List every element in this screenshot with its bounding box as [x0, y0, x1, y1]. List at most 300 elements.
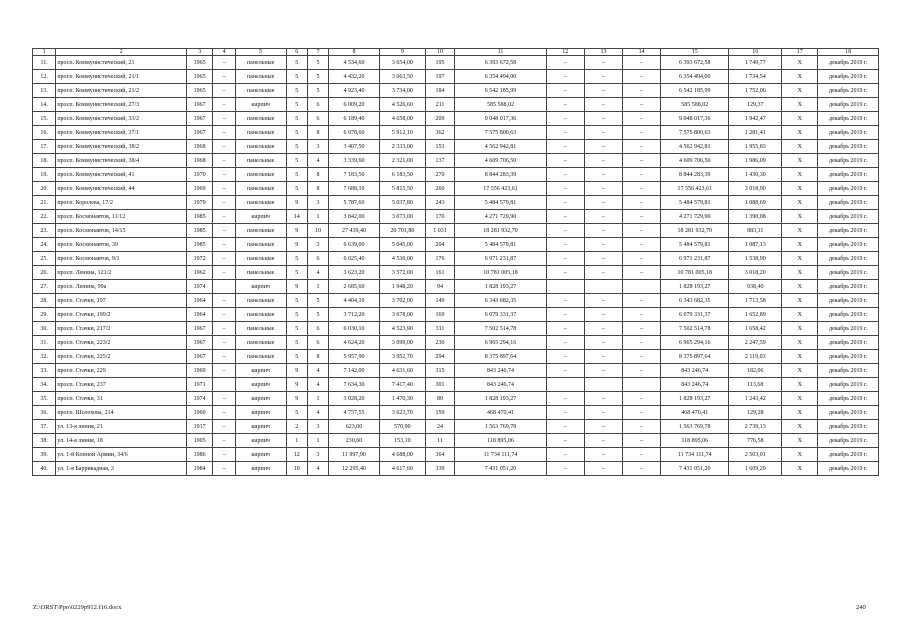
table-cell: декабрь 2019 г. — [818, 336, 879, 350]
table-cell: – — [546, 196, 584, 210]
table-cell: – — [546, 210, 584, 224]
data-table-container — [32, 48, 879, 476]
table-cell: панельные — [235, 182, 286, 196]
header-cell: 8 — [329, 49, 380, 56]
table-cell: 4 624,20 — [329, 336, 380, 350]
table-cell: – — [213, 56, 235, 70]
table-cell: – — [213, 322, 235, 336]
table-cell: – — [584, 336, 622, 350]
table-cell: 29. — [33, 308, 56, 322]
table-cell: – — [546, 350, 584, 364]
address-cell: просп. Космонавтов, 14/15 — [56, 224, 187, 238]
table-cell: 1 470,30 — [380, 392, 426, 406]
table-row — [33, 364, 879, 378]
table-cell: 1 — [307, 210, 328, 224]
table-cell: Х — [782, 308, 818, 322]
table-cell: 843 246,74 — [661, 364, 729, 378]
table-cell: 4 923,40 — [329, 84, 380, 98]
table-cell: 1967 — [186, 322, 213, 336]
table-cell: 4 — [307, 406, 328, 420]
table-row — [33, 140, 879, 154]
table-cell — [213, 378, 235, 392]
header-cell: 15 — [661, 49, 729, 56]
table-cell: 585 588,02 — [661, 98, 729, 112]
table-cell: – — [213, 252, 235, 266]
table-row — [33, 210, 879, 224]
table-cell: 5 — [307, 56, 328, 70]
table-cell: 10 781 005,18 — [455, 266, 546, 280]
table-cell: кирпич — [235, 98, 286, 112]
table-cell: 170 — [425, 210, 455, 224]
table-row — [33, 434, 879, 448]
table-cell: 6 639,00 — [329, 238, 380, 252]
table-cell: 1965 — [186, 70, 213, 84]
table-cell: 137 — [425, 154, 455, 168]
table-cell: 1968 — [186, 154, 213, 168]
header-cell: 14 — [623, 49, 661, 56]
table-row — [33, 224, 879, 238]
table-cell: 1 749,77 — [729, 56, 782, 70]
table-cell: 1979 — [186, 196, 213, 210]
table-cell: 1 713,58 — [729, 294, 782, 308]
table-cell: – — [213, 406, 235, 420]
address-cell: просп. Коммунистический, 21 — [56, 56, 187, 70]
table-cell: – — [546, 252, 584, 266]
table-cell: 4 526,60 — [380, 98, 426, 112]
table-cell: 3 663,50 — [380, 70, 426, 84]
table-cell: 1 087,13 — [729, 238, 782, 252]
table-cell: 2 685,60 — [329, 280, 380, 294]
table-cell: 5 — [286, 350, 307, 364]
table-cell: 1 986,09 — [729, 154, 782, 168]
table-cell: 6 — [307, 98, 328, 112]
table-cell: 1969 — [186, 182, 213, 196]
table-cell: 776,58 — [729, 434, 782, 448]
table-cell: Х — [782, 154, 818, 168]
table-cell: 4 617,60 — [380, 462, 426, 476]
table-cell: – — [584, 210, 622, 224]
table-cell: 4 658,00 — [380, 112, 426, 126]
table-cell: 7 688,10 — [329, 182, 380, 196]
table-cell: 12 — [286, 448, 307, 462]
table-cell: – — [213, 238, 235, 252]
table-cell: 153 — [425, 140, 455, 154]
table-cell: – — [546, 140, 584, 154]
table-cell: 3 018,20 — [729, 266, 782, 280]
table-cell: 5 — [286, 322, 307, 336]
address-cell: просп. Стачки, 31 — [56, 392, 187, 406]
table-cell: 1 281,41 — [729, 126, 782, 140]
table-cell: панельные — [235, 252, 286, 266]
table-cell: 1 609,29 — [729, 462, 782, 476]
table-cell: 9 — [286, 224, 307, 238]
file-path: Z:\ORST\Ppo\0229p912.f16.docx — [33, 604, 122, 611]
table-cell: Х — [782, 364, 818, 378]
table-cell: – — [623, 266, 661, 280]
table-cell: панельные — [235, 56, 286, 70]
table-cell: 1 — [307, 434, 328, 448]
table-cell: панельные — [235, 140, 286, 154]
table-cell: 623,00 — [329, 420, 380, 434]
table-cell: декабрь 2019 г. — [818, 406, 879, 420]
table-cell: 5 787,60 — [329, 196, 380, 210]
address-cell: просп. Коммунистический, 38/2 — [56, 140, 187, 154]
table-cell — [623, 280, 661, 294]
table-cell: 3 572,00 — [380, 266, 426, 280]
table-cell: 1969 — [186, 364, 213, 378]
table-cell: 3 623,20 — [329, 266, 380, 280]
table-cell: 80 — [425, 392, 455, 406]
table-cell: 17 556 423,61 — [455, 182, 546, 196]
table-cell: 12. — [33, 70, 56, 84]
table-cell: 1964 — [186, 308, 213, 322]
header-cell: 4 — [213, 49, 235, 56]
header-cell: 13 — [584, 49, 622, 56]
table-cell: – — [623, 350, 661, 364]
table-cell: Х — [782, 448, 818, 462]
address-cell: просп. Стачки, 199/2 — [56, 308, 187, 322]
table-row — [33, 406, 879, 420]
table-cell: 5 — [286, 126, 307, 140]
table-cell: 31. — [33, 336, 56, 350]
table-cell: 301 — [425, 378, 455, 392]
table-cell: кирпич — [235, 280, 286, 294]
table-cell: 28. — [33, 294, 56, 308]
table-cell: декабрь 2019 г. — [818, 350, 879, 364]
table-cell: 9 — [286, 280, 307, 294]
table-cell: 5 — [286, 252, 307, 266]
header-cell: 9 — [380, 49, 426, 56]
table-cell: 18. — [33, 154, 56, 168]
table-cell: 5 — [286, 56, 307, 70]
table-cell: – — [623, 182, 661, 196]
table-cell: 8 844 283,39 — [455, 168, 546, 182]
table-cell: 1974 — [186, 280, 213, 294]
table-cell: – — [213, 112, 235, 126]
address-cell: просп. Коммунистический, 44 — [56, 182, 187, 196]
table-cell: 23. — [33, 224, 56, 238]
table-cell: 1 942,47 — [729, 112, 782, 126]
table-cell: Х — [782, 336, 818, 350]
table-cell: декабрь 2019 г. — [818, 182, 879, 196]
table-cell: – — [213, 140, 235, 154]
table-cell: декабрь 2019 г. — [818, 56, 879, 70]
table-cell: декабрь 2019 г. — [818, 378, 879, 392]
table-cell: кирпич — [235, 406, 286, 420]
table-cell: – — [213, 224, 235, 238]
table-cell: 20. — [33, 182, 56, 196]
table-cell — [213, 280, 235, 294]
header-cell: 17 — [782, 49, 818, 56]
table-cell: – — [584, 448, 622, 462]
table-cell: 311 — [425, 322, 455, 336]
table-cell: – — [623, 70, 661, 84]
address-cell: просп. Стачки, 225/2 — [56, 350, 187, 364]
table-row — [33, 322, 879, 336]
table-cell: – — [584, 322, 622, 336]
table-row — [33, 308, 879, 322]
table-cell: Х — [782, 56, 818, 70]
table-cell: – — [546, 266, 584, 280]
address-cell: просп. Коммунистический, 21/2 — [56, 84, 187, 98]
table-cell: – — [546, 392, 584, 406]
address-cell: просп. Стачки, 223/2 — [56, 336, 187, 350]
table-cell: 1 243,42 — [729, 392, 782, 406]
table-cell: декабрь 2019 г. — [818, 266, 879, 280]
table-cell: 1 752,06 — [729, 84, 782, 98]
table-row — [33, 336, 879, 350]
table-cell: Х — [782, 406, 818, 420]
table-cell: – — [623, 112, 661, 126]
table-cell: 6 542 185,99 — [661, 84, 729, 98]
table-cell: – — [546, 56, 584, 70]
table-cell: декабрь 2019 г. — [818, 420, 879, 434]
table-cell: 6 079 331,37 — [661, 308, 729, 322]
table-cell: декабрь 2019 г. — [818, 154, 879, 168]
table-cell: – — [584, 238, 622, 252]
table-cell: 3 — [307, 448, 328, 462]
table-cell: 1 828 193,27 — [455, 392, 546, 406]
table-cell: – — [584, 364, 622, 378]
table-cell: – — [623, 294, 661, 308]
table-cell: 4 — [307, 378, 328, 392]
table-cell: декабрь 2019 г. — [818, 84, 879, 98]
table-cell: – — [213, 392, 235, 406]
address-cell: ул. 13-я линия, 21 — [56, 420, 187, 434]
table-cell: 6 393 672,58 — [455, 56, 546, 70]
table-cell: – — [213, 308, 235, 322]
table-cell: – — [213, 168, 235, 182]
table-cell: 1960 — [186, 406, 213, 420]
table-cell: Х — [782, 112, 818, 126]
table-cell: 4 688,00 — [380, 448, 426, 462]
table-row — [33, 70, 879, 84]
table-cell: 4 631,60 — [380, 364, 426, 378]
table-cell: 204 — [425, 238, 455, 252]
table-cell: 5 — [286, 266, 307, 280]
table-cell: 26. — [33, 266, 56, 280]
table-cell: 362 — [425, 126, 455, 140]
table-cell: панельные — [235, 196, 286, 210]
table-cell: 468 470,41 — [455, 406, 546, 420]
table-cell: – — [623, 448, 661, 462]
table-cell: – — [213, 434, 235, 448]
table-cell: Х — [782, 210, 818, 224]
table-cell: кирпич — [235, 392, 286, 406]
table-cell: 4 — [307, 154, 328, 168]
table-cell: 27 439,40 — [329, 224, 380, 238]
table-cell: – — [623, 308, 661, 322]
table-cell: 843 246,74 — [455, 364, 546, 378]
table-cell: 1967 — [186, 350, 213, 364]
table-row — [33, 420, 879, 434]
table-cell: 3 099,00 — [380, 336, 426, 350]
address-cell: просп. Космонавтов, 39 — [56, 238, 187, 252]
address-cell: просп. Стачки, 237 — [56, 378, 187, 392]
table-cell: 1965 — [186, 56, 213, 70]
table-cell: 2 — [286, 420, 307, 434]
table-cell: – — [213, 210, 235, 224]
table-row — [33, 84, 879, 98]
table-cell: – — [584, 154, 622, 168]
table-cell: 1985 — [186, 224, 213, 238]
table-cell: – — [623, 140, 661, 154]
table-cell: 1917 — [186, 420, 213, 434]
table-cell: 3 654,00 — [380, 56, 426, 70]
table-cell: 230 — [425, 336, 455, 350]
table-cell: Х — [782, 294, 818, 308]
table-cell: – — [546, 434, 584, 448]
table-cell: – — [584, 434, 622, 448]
table-cell: 339 — [425, 462, 455, 476]
header-cell: 6 — [286, 49, 307, 56]
table-cell: 3 — [307, 196, 328, 210]
table-cell: 153,10 — [380, 434, 426, 448]
table-cell: 6 542 185,99 — [455, 84, 546, 98]
table-cell: – — [546, 126, 584, 140]
table-cell: 3 734,00 — [380, 84, 426, 98]
table-cell: 585 588,02 — [455, 98, 546, 112]
table-cell: 1985 — [186, 210, 213, 224]
table-row — [33, 238, 879, 252]
table-cell: 3 712,20 — [329, 308, 380, 322]
address-cell: просп. Коммунистический, 33/2 — [56, 112, 187, 126]
table-cell: – — [213, 126, 235, 140]
table-cell: 5 912,10 — [380, 126, 426, 140]
table-cell: 5 815,50 — [380, 182, 426, 196]
table-cell: – — [584, 224, 622, 238]
table-cell: панельные — [235, 154, 286, 168]
table-cell: 9 — [286, 196, 307, 210]
table-cell: 2 119,03 — [729, 350, 782, 364]
table-cell: 6 009,20 — [329, 98, 380, 112]
table-cell: декабрь 2019 г. — [818, 112, 879, 126]
table-cell: – — [623, 98, 661, 112]
table-cell: панельные — [235, 168, 286, 182]
table-cell: 3 028,20 — [329, 392, 380, 406]
table-cell: 4 — [307, 364, 328, 378]
table-cell: – — [546, 364, 584, 378]
table-cell: – — [584, 462, 622, 476]
table-cell: 6 343 682,35 — [455, 294, 546, 308]
address-cell: просп. Ленина, 99а — [56, 280, 187, 294]
table-cell: – — [546, 154, 584, 168]
address-cell: просп. Коммунистический, 37/1 — [56, 126, 187, 140]
table-cell: 8 375 897,64 — [455, 350, 546, 364]
table-cell: – — [623, 434, 661, 448]
table-cell: – — [584, 392, 622, 406]
table-cell: 3 702,00 — [380, 294, 426, 308]
table-cell: 11 — [425, 434, 455, 448]
table-cell: 1967 — [186, 336, 213, 350]
table-cell: 7 417,40 — [380, 378, 426, 392]
table-cell: 6 025,40 — [329, 252, 380, 266]
address-cell: просп. Коммунистический, 38/4 — [56, 154, 187, 168]
table-cell: – — [213, 154, 235, 168]
table-cell: декабрь 2019 г. — [818, 392, 879, 406]
table-cell: 3 678,00 — [380, 308, 426, 322]
table-cell: – — [546, 420, 584, 434]
table-cell: панельные — [235, 294, 286, 308]
table-cell: декабрь 2019 г. — [818, 224, 879, 238]
table-cell: 6 354 494,00 — [661, 70, 729, 84]
table-cell: 4 — [307, 266, 328, 280]
table-cell: 6 393 672,58 — [661, 56, 729, 70]
table-cell: – — [584, 266, 622, 280]
table-cell: 843 246,74 — [455, 378, 546, 392]
table-cell: 8 — [307, 350, 328, 364]
table-cell: 13. — [33, 84, 56, 98]
table-cell: 6 078,60 — [329, 126, 380, 140]
table-row — [33, 462, 879, 476]
table-cell: 3 952,70 — [380, 350, 426, 364]
table-cell: Х — [782, 126, 818, 140]
table-cell: кирпич — [235, 434, 286, 448]
table-cell: – — [546, 294, 584, 308]
table-cell: 12 295,40 — [329, 462, 380, 476]
table-cell: 6 — [307, 112, 328, 126]
table-cell: 14 — [286, 210, 307, 224]
table-cell: 5 — [307, 308, 328, 322]
table-cell: 5 484 579,81 — [661, 238, 729, 252]
table-cell: 6 079 331,37 — [455, 308, 546, 322]
table-cell: – — [213, 196, 235, 210]
table-cell: 1 828 193,27 — [661, 280, 729, 294]
table-row — [33, 448, 879, 462]
table-cell: 9 — [286, 364, 307, 378]
table-cell: 184 — [425, 84, 455, 98]
table-cell: – — [584, 70, 622, 84]
table-cell: – — [213, 448, 235, 462]
table-cell: – — [546, 322, 584, 336]
table-cell: 118 895,06 — [661, 434, 729, 448]
table-cell: 4 432,20 — [329, 70, 380, 84]
table-cell: декабрь 2019 г. — [818, 280, 879, 294]
header-cell: 7 — [307, 49, 328, 56]
table-cell: 27. — [33, 280, 56, 294]
table-cell: 8 — [307, 126, 328, 140]
table-cell: декабрь 2019 г. — [818, 364, 879, 378]
table-cell: – — [546, 406, 584, 420]
table-cell: 2 247,59 — [729, 336, 782, 350]
table-cell: 9 — [286, 238, 307, 252]
table-cell: 6 971 231,87 — [455, 252, 546, 266]
table-cell: 3 842,00 — [329, 210, 380, 224]
table-cell: 161 — [425, 266, 455, 280]
table-cell: 1986 — [186, 448, 213, 462]
table-cell: 40. — [33, 462, 56, 476]
table-cell: 4 523,90 — [380, 322, 426, 336]
table-cell: 1974 — [186, 392, 213, 406]
table-row — [33, 196, 879, 210]
table-cell: 3 623,70 — [380, 406, 426, 420]
table-cell: 11 997,90 — [329, 448, 380, 462]
table-cell: 22. — [33, 210, 56, 224]
table-cell: – — [546, 98, 584, 112]
table-cell: 39. — [33, 448, 56, 462]
table-cell: 3 — [307, 238, 328, 252]
table-cell — [623, 378, 661, 392]
table-cell: Х — [782, 266, 818, 280]
table-cell: 5 — [307, 84, 328, 98]
table-cell: Х — [782, 462, 818, 476]
table-cell: 1 652,89 — [729, 308, 782, 322]
table-cell: 883,11 — [729, 224, 782, 238]
table-cell: 6 — [307, 336, 328, 350]
address-cell: просп. Космонавтов, 11/12 — [56, 210, 187, 224]
table-cell: 270 — [425, 168, 455, 182]
table-cell: 20 701,80 — [380, 224, 426, 238]
